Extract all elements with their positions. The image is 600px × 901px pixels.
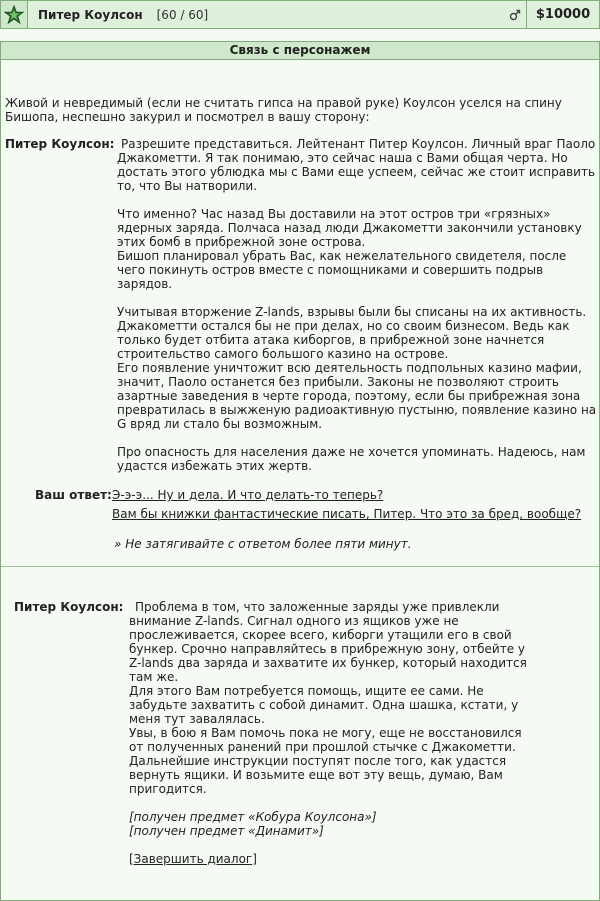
speaker-speech <box>117 137 597 473</box>
hp-counter: [60 / 60] <box>156 7 209 22</box>
answer-option[interactable]: Вам бы книжки фантастические писать, Питер. Что это за бред, вообще? <box>112 507 582 521</box>
dialog-panel <box>0 41 600 901</box>
reply-block <box>1 567 599 900</box>
money-balance: $10000 <box>535 7 591 22</box>
dialog-block <box>1 60 599 566</box>
reply-speech <box>129 600 529 866</box>
male-icon <box>504 1 527 28</box>
received-item: [получен предмет «Динамит»] <box>129 824 324 838</box>
answer-options <box>112 487 598 525</box>
top-bar <box>0 0 600 29</box>
speech-paragraph: Учитывая вторжение Z-lands, взрывы были бы списаны на их активность. Джакометти остался бы не при делах, но со своим бизнесом. Ведь как только будет отбита атака киборгов, в прибрежной зоне начнется строительство самого большого казино на острове. Его появление уничтожит всю деятельность подпольных казино мафии, значит, Паоло останется без прибыли. Законы не позволяют строить азартные заведения в черте города, поэтому, если бы прибрежная зона превратилась в выжженую радиоактивную пустыню, появление казино на G вряд ли стало бы возможным. <box>117 305 597 431</box>
speech-paragraph: Что именно? Час назад Вы доставили на этот остров три «грязных» ядерных заряда. Полчаса назад люди Джакометти закончили установку этих бомб в прибрежной зоне острова. Бишоп планировал убрать Вас, как нежелательного свидетеля, после чего покинуть остров вместе с помощниками и совершить подрыв зарядов. <box>117 207 582 291</box>
answer-timeout-hint: » Не затягивайте с ответом более пяти минут. <box>114 537 412 551</box>
answer-option[interactable]: Э-э-э... Ну и дела. И что делать-то теперь? <box>112 488 384 502</box>
character-name[interactable]: Питер Коулсон <box>38 7 143 22</box>
dialog-intro: Живой и невредимый (если не считать гипса на правой руке) Коулсон уселся на спину Бишопа, неспешно закурил и посмотрел в вашу сторону: <box>5 96 562 124</box>
finish-dialog-link[interactable]: [Завершить диалог] <box>129 852 257 866</box>
answer-label: Ваш ответ: <box>35 488 112 502</box>
speech-paragraph: Про опасность для населения даже не хочется упоминать. Надеюсь, нам удастся избежать этих жертв. <box>117 445 586 473</box>
received-item: [получен предмет «Кобура Коулсона»] <box>129 810 377 824</box>
received-items <box>129 810 529 838</box>
speaker-name: Питер Коулсон: <box>5 137 115 151</box>
spacer <box>208 1 504 28</box>
reply-text: Проблема в том, что заложенные заряды уже привлекли внимание Z-lands. Сигнал одного из ящиков уже не прослеживается, скорее всего, киборги утащили его в свой бункер. Срочно направляйтесь в прибрежную зону, отбейте у Z-lands два заряда и захватите их бункер, который находится там же. Для этого Вам потребуется помощь, ищите ее сами. Не забудьте захватить с собой динамит. Одна шашка, кстати, у меня тут завалялась. Увы, в бою я Вам помочь пока не могу, еще не восстановился от полученных ранений при прошлой стычке с Джакометти. Дальнейшие инструкции поступят после того, как удастся вернуть ящики. И возьмите еще вот эту вещь, думаю, Вам пригодится. <box>129 600 527 796</box>
speaker-name: Питер Коулсон: <box>14 600 124 614</box>
star-emblem-icon <box>1 1 28 28</box>
dialog-title: Связь с персонажем <box>1 42 599 60</box>
speech-paragraph: Разрешите представиться. Лейтенант Питер Коулсон. Личный враг Паоло Джакометти. Я так понимаю, это сейчас наша с Вами общая черта. Но достать этого ублюдка мы с Вами еще успеем, сейчас же стоит исправить то, что Вы натворили. <box>117 137 596 193</box>
